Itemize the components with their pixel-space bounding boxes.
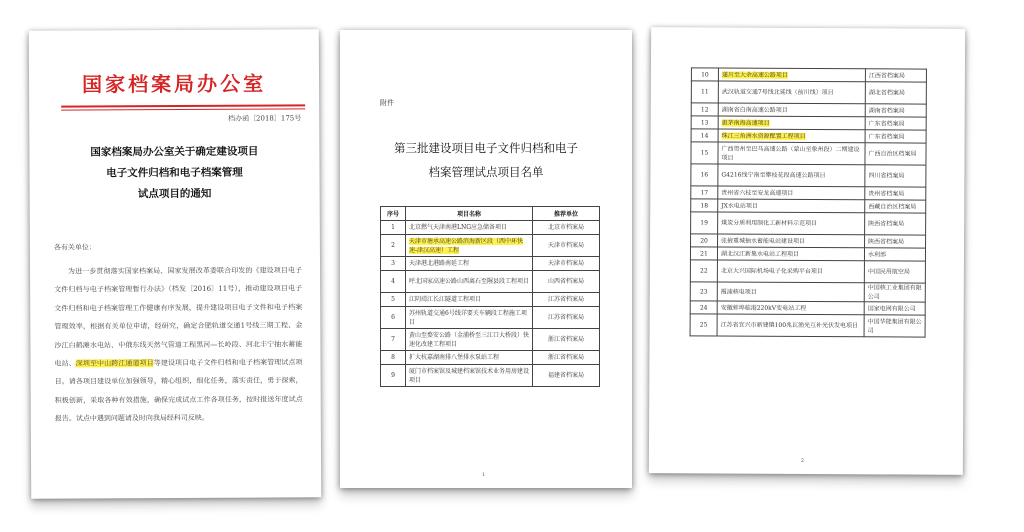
greeting: 各有关单位： [53,243,96,252]
project-name-text: 江苏省宜兴市新建镇100兆瓦渔光互补光伏发电项目 [720,321,859,330]
table-row [690,314,925,337]
recommending-unit [865,130,926,143]
project-name-text: 扩大杭嘉湖南排八堡排水泵站工程 [409,354,500,361]
row-number [381,293,406,307]
header-rule-thin [61,108,305,110]
recommending-unit [865,117,926,130]
recommending-unit [864,261,925,283]
recommending-unit [865,235,926,248]
project-name-text: 煤炭分质利用制化工新材料示范项目 [721,219,818,228]
recommending-unit-text: 福建省档案局 [547,372,584,379]
row-number [690,282,717,301]
row-number-text: 12 [700,105,709,113]
header-rule [61,104,305,107]
table-row [691,234,926,248]
recommending-unit [865,165,926,187]
project-name [718,103,865,117]
row-number-text: 15 [700,149,709,157]
table-row [690,301,925,315]
notice-page [29,29,321,499]
row-number-text: 19 [700,219,708,227]
project-list-page-2 [649,27,965,475]
project-name [717,282,864,302]
project-name-text: 遂川至大余高速公路项目 [721,71,788,79]
title-line: 第三批建设项目电子文件归档和电子 [394,141,578,155]
recommending-unit [864,302,925,315]
table-row [690,260,925,283]
project-name [718,116,865,130]
project-name [718,212,865,235]
row-number [691,234,718,247]
row-number [691,142,718,164]
row-number-text: 20 [700,236,708,244]
table-row [691,199,926,213]
project-name-text: 呼北国家高速公路山西离石至隰县段工程项目 [409,278,530,285]
recommending-unit-text: 中国民用航空局 [867,268,910,276]
recommending-unit [865,200,926,213]
row-number-text: 16 [700,171,709,179]
body-text: 为进一步贯彻落实国家档案局、国家发展改革委联合印发的《建设项目电子文件归档与电子档案管理暂行办法》（档发〔2016〕11号），推动建设项目电子文件归档和电子档案管理工作健康有序发展，提升建设项目电子文件和电子档案管理效率，根据有关单位申请，经研究，确定合肥轨道交通1号线三期工程、金沙江白鹤滩水电站、中俄东线天然气管道工程黑河—长岭段、河北丰宁抽水蓄能电站、 [54,266,303,368]
table-row [691,142,926,165]
table-row [381,293,600,307]
table-row [691,129,926,143]
row-number-text: 5 [391,296,395,303]
project-name [406,235,533,257]
project-name-text: 天津市塘承高速公路滨海新区段（西中环快速-津汉高速）工程 [409,237,524,254]
project-name-text: 北京大兴国际机场电子化采购平台项目 [720,267,823,276]
recommending-unit [864,248,925,261]
row-number-text: 25 [699,321,708,329]
recommending-unit-text: 山西省档案局 [547,278,584,285]
recommending-unit [533,307,600,329]
table-row [381,257,600,271]
row-number-text: 3 [391,260,395,267]
row-number [381,307,406,329]
project-name-text: 北京燃气天津南港LNG应急储备项目 [409,224,508,231]
row-number-text: 9 [391,372,395,379]
recommending-unit [533,351,600,365]
row-number-text: 1 [391,224,395,231]
table-row [381,221,600,235]
row-number-text: 2 [391,242,395,249]
row-number [691,81,718,103]
recommending-unit-text: 四川省档案局 [868,172,905,180]
page-number: 2 [800,457,805,464]
recommending-unit [533,257,600,271]
row-number-text: 17 [700,188,709,196]
notice-body [54,261,303,428]
project-list-page-1 [340,30,632,488]
recommending-unit-text: 中国核工业集团有限公司 [867,284,922,301]
table-row [691,164,926,187]
project-name-text: G4216线宁南至攀枝花段高速公路项目 [721,171,826,180]
recommending-unit-text: 陕西省档案局 [868,237,905,246]
project-name [718,129,865,143]
table-row [691,81,926,104]
table-row [690,282,925,302]
table-row [381,235,600,257]
row-number [381,351,406,365]
recommending-unit-text: 江苏省档案局 [547,314,584,321]
recommending-unit-text: 天津市档案局 [547,242,584,249]
recommending-unit-text: 国家电网有限公司 [867,304,916,313]
recommending-unit-text: 江西省档案局 [868,71,905,80]
column-header-unit: 推荐单位 [533,207,600,221]
row-number [691,212,718,234]
row-number [690,314,717,336]
recommending-unit [533,271,600,293]
project-name-text: 天津港北港路南延工程 [409,260,470,267]
issuing-office-header: 国家档案局办公室 [81,71,267,97]
recommending-unit-text: 贵州省档案局 [868,189,905,198]
project-name [718,164,865,187]
project-name-text: JX水电站项目 [721,202,758,210]
row-number [381,271,406,293]
row-number [381,235,406,257]
column-header-name: 项目名称 [406,207,533,221]
recommending-unit [865,104,926,117]
row-number [691,164,718,186]
recommending-unit [864,315,925,337]
row-number [690,247,717,260]
project-name-text: 武汉轨道交通7号线北延线（前川线）项目 [721,88,834,97]
project-name-text: 黄山至婺安公路（金浦桥至三江口大桥段）快速化改建工程项目 [409,331,530,348]
recommending-unit-text: 广东省档案局 [868,132,905,141]
highlighted-project: 深圳至中山跨江通道项目 [75,359,154,368]
heading-line: 电子文件归档和电子档案管理 [106,166,243,180]
row-number-text: 4 [391,278,395,285]
project-name [718,68,865,82]
recommending-unit-text: 北京市档案局 [547,224,584,231]
row-number [691,199,718,212]
recommending-unit-text: 陕西省档案局 [868,220,905,228]
row-number-text: 11 [700,88,709,96]
recommending-unit [533,235,600,257]
row-number [691,103,718,116]
row-number-text: 23 [699,287,708,295]
recommending-unit [865,213,926,235]
recommending-unit-text: 浙江省档案局 [547,336,584,343]
row-number [381,329,406,351]
table-row [691,116,926,130]
project-name [718,186,865,200]
recommending-unit-text: 西藏自治区档案局 [868,202,917,211]
row-number [381,221,406,235]
body-text: 等建设项目电子文件归档和电子档案管理试点项目。请各项目建设单位加强领导，精心组织，细化任务，落实责任，勇于探索，积极创新，采取各种有效措施，确保完成试点工作各项任务，按时报送年度试点报告。试点中遇到问题请及时向我局经科司反映。 [54,358,303,423]
recommending-unit [533,329,600,351]
heading-line: 国家档案局办公室关于确定建设项目 [90,145,259,159]
table-row [381,365,600,387]
column-header-number: 序号 [381,207,406,221]
recommending-unit [533,221,600,235]
row-number [691,129,718,142]
recommending-unit-text: 天津市档案局 [547,260,584,267]
project-name [406,351,533,365]
project-name-text: 贵州省六枝至安龙高速项目 [721,189,794,197]
title-line: 档案管理试点项目名单 [428,165,544,179]
project-name [717,247,864,261]
row-number [381,257,406,271]
recommending-unit-text: 湖北省档案局 [868,89,905,97]
row-number [691,68,718,81]
project-name [717,260,864,283]
table-row [691,103,926,117]
heading-line: 试点项目的通知 [137,187,212,201]
recommending-unit-text: 中国华能集团有限公司 [867,317,922,334]
table-row [381,307,600,329]
row-number [690,260,717,282]
project-name [718,234,865,248]
project-name-text: 江阴靖江长江隧道工程项目 [409,296,482,303]
project-name-text: 湖北汉江新集水电站工程项目 [720,250,800,258]
project-name-text: 霞浦核电项目 [720,288,757,296]
project-name [406,293,533,307]
recommending-unit-text: 浙江省档案局 [547,354,584,361]
row-number-text: 7 [391,336,395,343]
recommending-unit [865,69,926,82]
recommending-unit-text: 水利部 [867,250,887,258]
project-name-text: 广西贺州至巴马高速公路（蒙山至象州段）二期建设项目 [721,145,860,162]
project-name [406,221,533,235]
project-name-text: 惠茅南海高速项目 [721,119,770,127]
row-number [381,365,406,387]
recommending-unit-text: 广西自治区档案局 [868,150,917,158]
notice-heading [49,141,299,205]
row-number-text: 18 [700,201,709,209]
row-number [691,186,718,199]
page-number: 1 [482,472,486,478]
list-title [370,136,602,184]
row-number-text: 24 [699,303,708,311]
row-number-text: 21 [700,249,708,257]
recommending-unit [533,293,600,307]
recommending-unit [865,143,926,165]
row-number-text: 6 [391,314,395,321]
project-name-text: 厦门市档案馆及城建档案馆技术业务用房建设项目 [409,367,530,384]
project-name [406,329,533,351]
project-name [718,199,865,213]
project-table [380,206,600,387]
attachment-label: 附件 [380,99,394,107]
project-name [406,365,533,387]
project-name [406,307,533,329]
project-name [717,314,864,337]
table-row [381,351,600,365]
recommending-unit-text: 广东省档案局 [868,119,905,128]
row-number [691,116,718,129]
project-table [690,67,927,337]
project-name [718,142,865,165]
table-row [691,68,926,82]
recommending-unit-text: 湖南省档案局 [868,106,905,115]
table-row [381,271,600,293]
row-number-text: 8 [391,354,395,361]
recommending-unit [865,82,926,104]
project-name-text: 张掖重城抽水蓄能电站建设项目 [721,237,806,245]
document-number: 档办函〔2018〕175号 [228,114,302,123]
project-name-text: 湖南省白南高速公路项目 [721,106,788,114]
recommending-unit-text: 江苏省档案局 [547,296,584,303]
project-name-text: 安徽蚌埠临港220kV变电站工程 [720,304,807,312]
project-name [717,301,864,315]
project-name [406,257,533,271]
table-row [690,247,925,261]
project-name-text: 苏州轨道交通6号线详要关车辆段工程施工项目 [409,309,527,326]
table-row [381,329,600,351]
row-number-text: 10 [701,70,709,78]
project-name [406,271,533,293]
recommending-unit [533,365,600,387]
row-number-text: 13 [700,118,709,126]
table-row [691,186,926,200]
row-number [690,301,717,314]
project-name [718,81,865,104]
row-number-text: 14 [700,131,709,139]
row-number-text: 22 [700,267,708,275]
table-row [691,212,926,235]
project-name-text: 珠江三角洲水资源配置工程项目 [721,132,806,140]
recommending-unit [865,187,926,200]
recommending-unit [864,283,925,302]
